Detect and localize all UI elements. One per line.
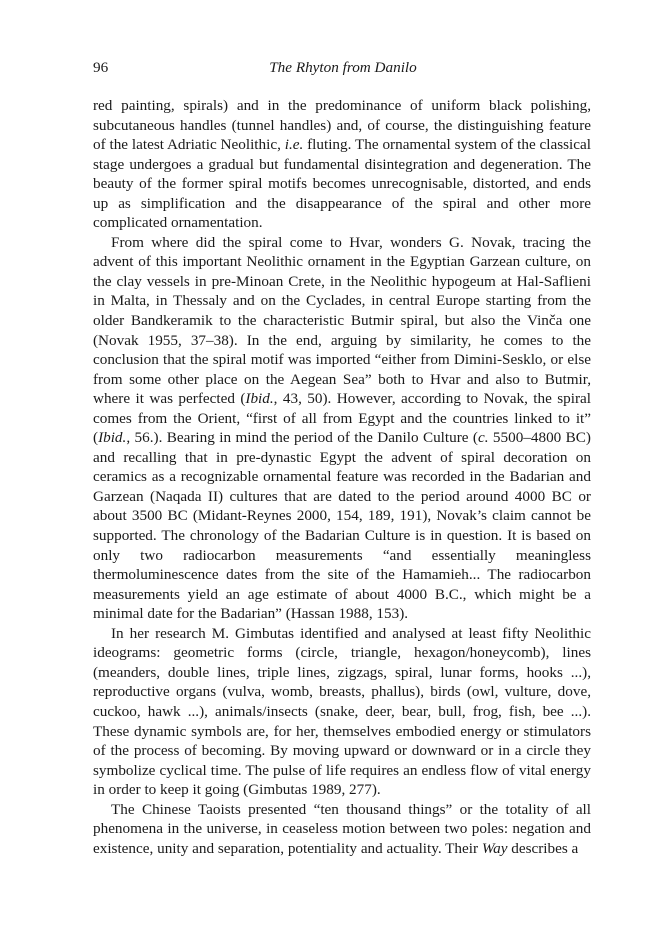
italic-run: c. bbox=[477, 429, 489, 447]
italic-run: Way bbox=[481, 839, 508, 857]
text-run: In her research M. Gimbutas identified and analysed at least fifty Neolithic ideograms: geometric forms (circle, triangle, hexagon/honeycomb), lines (meanders, double lines, triple lines, zigzags, spiral, lunar forms, hooks ...), reproductive organs (vulva, womb, breasts, phallus), birds (owl, vulture, dove, cuckoo, hawk ...), animals/insects (snake, deer, bear, bull, frog, fish, bee ...). These dynamic symbols are, for her, themselves embodied energy or stimulators of the process of becoming. By moving upward or downward or in a circle they symbolize cyclical time. The pulse of life requires an endless flow of vital energy in order to keep it going (Gimbutas 1989, 277). bbox=[93, 624, 591, 799]
paragraph bbox=[93, 624, 591, 800]
paragraph bbox=[93, 233, 591, 624]
text-run: red painting, spirals) and in the predominance of uniform black polishing, subcutaneous handles (tunnel handles) and, of course, the distinguishing feature of the latest Adriatic Neolithic, bbox=[93, 97, 591, 154]
body-text bbox=[93, 96, 591, 858]
text-run: The Chinese Taoists presented “ten thousand things” or the totality of all phenomena in the universe, in ceaseless motion between two poles: negation and existence, unity and separation, potentiality and actuality. Their bbox=[93, 800, 591, 857]
paragraph bbox=[93, 800, 591, 859]
text-run: , 43, 50). However, according to Novak, the spiral comes from the Orient, “first of all from Egypt and the countries linked to it” ( bbox=[93, 390, 592, 447]
text-run: fluting. The ornamental system of the classical stage undergoes a gradual but fundamental disintegration and degeneration. The beauty of the former spiral motifs becomes unrecognisable, distorted, and ends up as simplification and the disappearance of the spiral and other more complicated ornamentation. bbox=[93, 136, 591, 232]
italic-run: i.e. bbox=[284, 136, 304, 154]
text-run: describes a bbox=[507, 839, 579, 857]
running-title: The Rhyton from Danilo bbox=[269, 59, 417, 76]
paragraph bbox=[93, 96, 591, 233]
page-number: 96 bbox=[93, 59, 109, 76]
text-run: , 56.). Bearing in mind the period of the Danilo Culture ( bbox=[126, 429, 478, 447]
text-run: From where did the spiral come to Hvar, wonders G. Novak, tracing the advent of this important Neolithic ornament in the Egyptian Garzean culture, on the clay vessels in pre-Minoan Crete, in the Neolithic hypogeum at Hal-Saflieni in Malta, in Thessaly and on the Cyclades, in central Europe starting from the older Bandkeramik to the characteristic Butmir spiral, but also the Vinča one (Novak 1955, 37–38). In the end, arguing by similarity, he comes to the conclusion that the spiral motif was imported “either from Dimini-Sesklo, or else from some other place on the Aegean Sea” both to Hvar and also to Butmir, where it was perfected ( bbox=[93, 233, 591, 408]
text-run: 5500–4800 BC) and recalling that in pre-dynastic Egypt the advent of spiral decoration on ceramics as a recognizable ornamental feature was recorded in the Badarian and Garzean (Naqada II) cultures that are dated to the period around 4000 BC or about 3500 BC (Midant-Reynes 2000, 154, 189, 191), Novak’s claim cannot be supported. The chronology of the Badarian Culture is in question. It is based on only two radiocarbon measurements “and essentially meaningless thermoluminescence dates from the site of the Hamamieh... The radiocarbon measurements yield an age estimate of about 4000 B.C., which might be a minimal date for the Badarian” (Hassan 1988, 153). bbox=[93, 429, 591, 623]
running-header bbox=[93, 59, 593, 81]
italic-run: Ibid. bbox=[98, 429, 127, 447]
italic-run: Ibid. bbox=[245, 390, 274, 408]
